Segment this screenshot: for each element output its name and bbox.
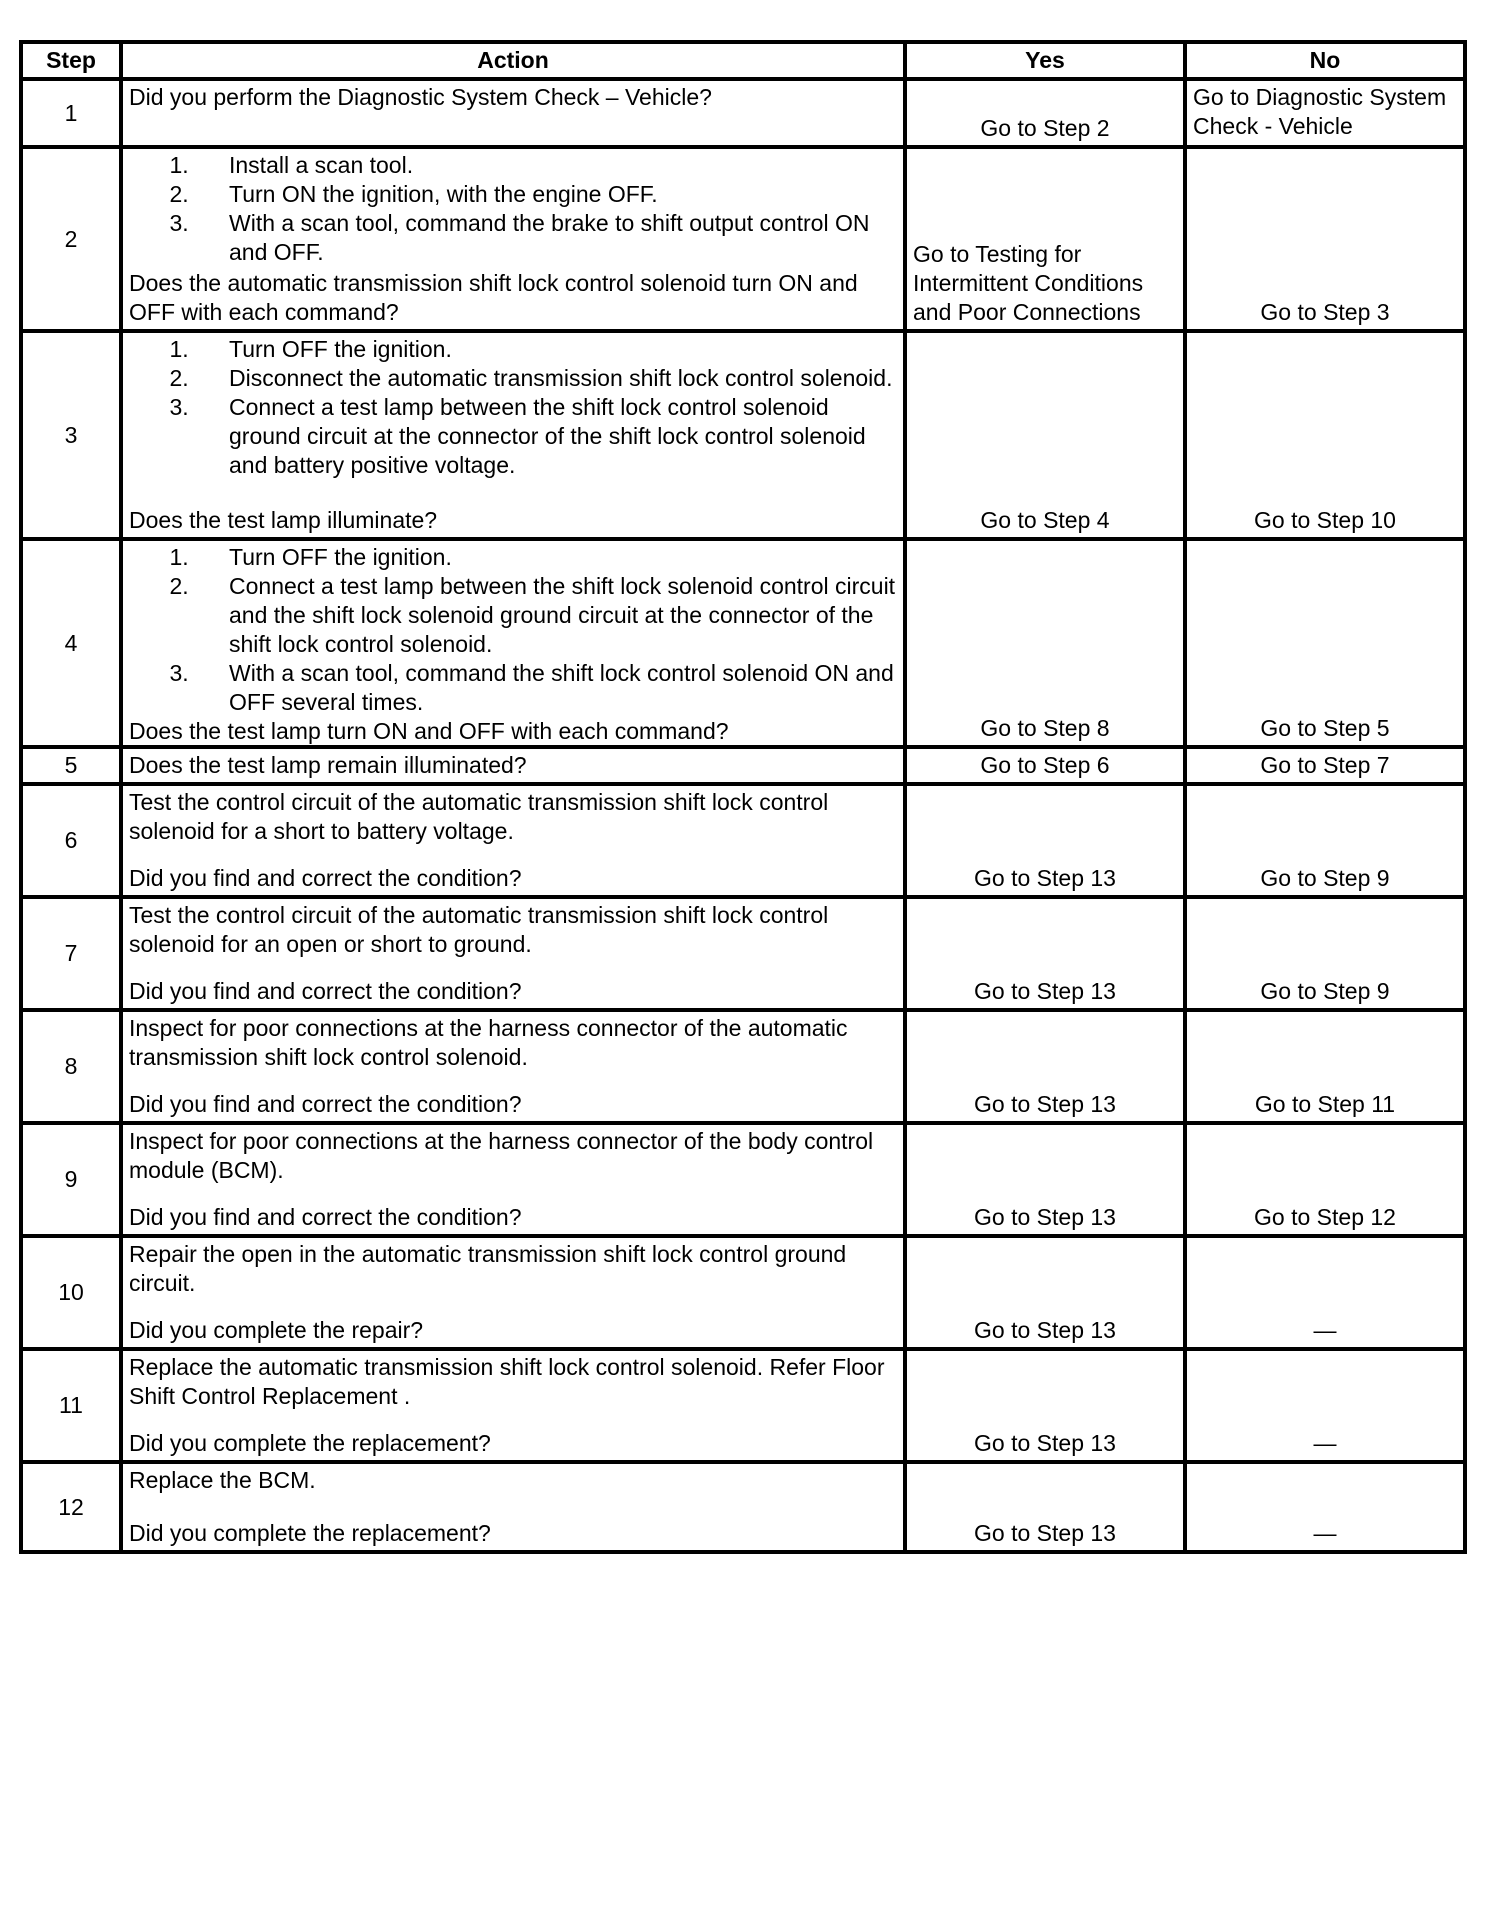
yes-result: Go to Step 13 (905, 897, 1185, 1010)
table-row (21, 1236, 1465, 1349)
table-row (21, 1349, 1465, 1462)
yes-result: Go to Step 4 (905, 331, 1185, 539)
action-step-item: 3. With a scan tool, command the brake to shift output control ON and OFF. (227, 209, 897, 267)
step-number: 12 (21, 1462, 121, 1552)
action-instruction: Inspect for poor connections at the harness connector of the automatic transmission shift lock control solenoid. (129, 1015, 848, 1070)
table-row (21, 1010, 1465, 1123)
action-step-item: 2. Turn ON the ignition, with the engine OFF. (227, 180, 897, 209)
action-question: Did you find and correct the condition? (129, 1204, 522, 1230)
table-row (21, 747, 1465, 784)
action-step-item: 2. Disconnect the automatic transmission shift lock control solenoid. (227, 364, 897, 393)
action-cell (121, 1123, 905, 1236)
no-result: — (1185, 1349, 1465, 1462)
action-question: Did you find and correct the condition? (129, 865, 522, 891)
action-step-item: 1. Install a scan tool. (227, 151, 897, 180)
action-cell (121, 539, 905, 747)
no-result: Go to Diagnostic System Check - Vehicle (1185, 79, 1465, 147)
action-question: Does the test lamp turn ON and OFF with each command? (129, 718, 729, 744)
header-yes: Yes (905, 42, 1185, 79)
no-result: Go to Step 10 (1185, 331, 1465, 539)
action-question: Did you complete the replacement? (129, 1520, 491, 1546)
table-row (21, 897, 1465, 1010)
action-step-item: 2. Connect a test lamp between the shift lock solenoid control circuit and the shift lock solenoid ground circuit at the connector of the shift lock control solenoid. (227, 572, 897, 659)
no-result: Go to Step 9 (1185, 784, 1465, 897)
step-number: 9 (21, 1123, 121, 1236)
table-row (21, 147, 1465, 331)
action-cell (121, 1349, 905, 1462)
action-cell (121, 747, 905, 784)
action-steps-list (129, 151, 897, 267)
header-action: Action (121, 42, 905, 79)
action-question: Did you find and correct the condition? (129, 1091, 522, 1117)
header-no: No (1185, 42, 1465, 79)
no-result: — (1185, 1462, 1465, 1552)
yes-result: Go to Step 8 (905, 539, 1185, 747)
action-question: Does the test lamp remain illuminated? (129, 752, 527, 778)
action-instruction: Test the control circuit of the automatic transmission shift lock control solenoid for a short to battery voltage. (129, 789, 829, 844)
table-row (21, 331, 1465, 539)
table-row (21, 1123, 1465, 1236)
diagnostic-table (19, 40, 1467, 1554)
step-number: 5 (21, 747, 121, 784)
step-number: 7 (21, 897, 121, 1010)
action-question: Did you complete the replacement? (129, 1430, 491, 1456)
step-number: 2 (21, 147, 121, 331)
action-question: Did you perform the Diagnostic System Check – Vehicle? (129, 84, 712, 110)
yes-result: Go to Step 13 (905, 1349, 1185, 1462)
yes-result: Go to Step 2 (905, 79, 1185, 147)
yes-result: Go to Testing for Intermittent Conditions and Poor Connections (905, 147, 1185, 331)
table-row (21, 79, 1465, 147)
no-result: Go to Step 7 (1185, 747, 1465, 784)
action-cell (121, 784, 905, 897)
yes-result: Go to Step 6 (905, 747, 1185, 784)
action-step-item: 3. Connect a test lamp between the shift lock control solenoid ground circuit at the connector of the shift lock control solenoid and battery positive voltage. (227, 393, 897, 480)
action-steps-list (129, 543, 897, 717)
table-row (21, 539, 1465, 747)
action-cell (121, 1462, 905, 1552)
action-cell (121, 147, 905, 331)
yes-result: Go to Step 13 (905, 1123, 1185, 1236)
action-instruction: Replace the automatic transmission shift lock control solenoid. Refer Floor Shift Control Replacement . (129, 1354, 885, 1409)
header-row (21, 42, 1465, 79)
step-number: 6 (21, 784, 121, 897)
action-cell (121, 79, 905, 147)
header-step: Step (21, 42, 121, 79)
no-result: Go to Step 11 (1185, 1010, 1465, 1123)
action-instruction: Repair the open in the automatic transmission shift lock control ground circuit. (129, 1241, 847, 1296)
step-number: 4 (21, 539, 121, 747)
action-question: Did you find and correct the condition? (129, 978, 522, 1004)
action-step-item: 1. Turn OFF the ignition. (227, 543, 897, 572)
yes-result: Go to Step 13 (905, 1462, 1185, 1552)
action-question: Did you complete the repair? (129, 1317, 424, 1343)
action-question: Does the automatic transmission shift lock control solenoid turn ON and OFF with each command? (129, 270, 858, 325)
action-question: Does the test lamp illuminate? (129, 507, 438, 533)
no-result: Go to Step 12 (1185, 1123, 1465, 1236)
step-number: 1 (21, 79, 121, 147)
action-cell (121, 331, 905, 539)
yes-result: Go to Step 13 (905, 784, 1185, 897)
action-instruction: Replace the BCM. (129, 1467, 316, 1493)
action-instruction: Inspect for poor connections at the harness connector of the body control module (BCM). (129, 1128, 874, 1183)
no-result: Go to Step 3 (1185, 147, 1465, 331)
no-result: Go to Step 9 (1185, 897, 1465, 1010)
yes-result: Go to Step 13 (905, 1010, 1185, 1123)
action-instruction: Test the control circuit of the automatic transmission shift lock control solenoid for an open or short to ground. (129, 902, 829, 957)
step-number: 10 (21, 1236, 121, 1349)
action-cell (121, 1236, 905, 1349)
action-cell (121, 897, 905, 1010)
action-step-item: 3. With a scan tool, command the shift lock control solenoid ON and OFF several times. (227, 659, 897, 717)
no-result: Go to Step 5 (1185, 539, 1465, 747)
step-number: 8 (21, 1010, 121, 1123)
table-row (21, 784, 1465, 897)
action-cell (121, 1010, 905, 1123)
step-number: 11 (21, 1349, 121, 1462)
yes-result: Go to Step 13 (905, 1236, 1185, 1349)
no-result: — (1185, 1236, 1465, 1349)
action-step-item: 1. Turn OFF the ignition. (227, 335, 897, 364)
action-steps-list (129, 335, 897, 480)
table-row (21, 1462, 1465, 1552)
step-number: 3 (21, 331, 121, 539)
